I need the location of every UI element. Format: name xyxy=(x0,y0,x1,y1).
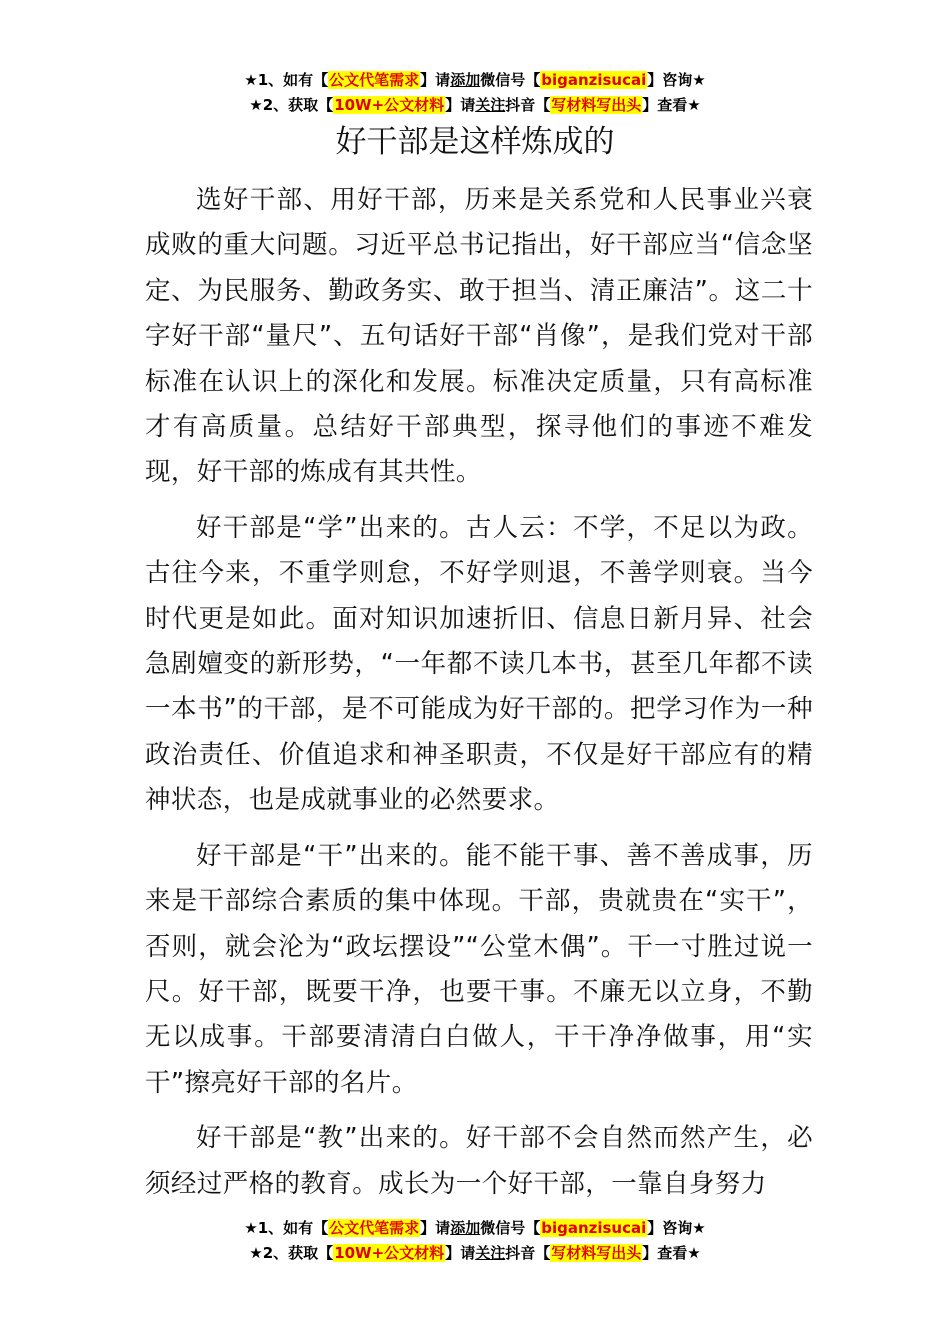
banner-line-1 xyxy=(0,1216,950,1241)
banner-highlight: 10W+公文材料 xyxy=(334,96,445,114)
banner-highlight: 写材料写出头 xyxy=(551,1244,642,1262)
banner-text: 】咨询★ xyxy=(647,71,706,89)
banner-line-1 xyxy=(0,68,950,93)
banner-text: ★1、如有【 xyxy=(244,71,329,89)
banner-text: 微信号【 xyxy=(480,1219,541,1237)
banner-text: 微信号【 xyxy=(480,71,541,89)
document-body xyxy=(145,178,813,1217)
banner-text: 抖音【 xyxy=(505,1244,551,1262)
banner-text: ★2、获取【 xyxy=(249,96,334,114)
banner-underlined-text: 关注 xyxy=(475,96,506,114)
banner-highlight: 公文代笔需求 xyxy=(329,71,420,89)
bottom-banner xyxy=(0,1216,950,1266)
banner-underlined-text: 添加 xyxy=(450,71,481,89)
banner-underlined-text: 关注 xyxy=(475,1244,506,1262)
banner-text: 】请 xyxy=(445,96,476,114)
banner-underlined-text: 添加 xyxy=(450,1219,481,1237)
banner-line-2 xyxy=(0,1241,950,1266)
paragraph: 好干部是“干”出来的。能不能干事、善不善成事，历来是干部综合素质的集中体现。干部，贵就贵在“实干”，否则，就会沦为“政坛摆设”“公堂木偶”。干一寸胜过说一尺。好干部，既要干净，也要干事。不廉无以立身，不勤无以成事。干部要清清白白做人，干干净净做事，用“实干”擦亮好干部的名片。 xyxy=(145,840,813,1098)
banner-text: 】查看★ xyxy=(642,1244,701,1262)
top-banner xyxy=(0,68,950,118)
banner-text: 】请 xyxy=(420,71,451,89)
banner-line-2 xyxy=(0,93,950,118)
banner-text: 】咨询★ xyxy=(647,1219,706,1237)
document-title: 好干部是这样炼成的 xyxy=(335,124,615,160)
paragraph: 好干部是“教”出来的。好干部不会自然而然产生，必须经过严格的教育。成长为一个好干部，一靠自身努力 xyxy=(145,1123,813,1199)
banner-highlight: 公文代笔需求 xyxy=(329,1219,420,1237)
banner-text: ★1、如有【 xyxy=(244,1219,329,1237)
banner-highlight: 写材料写出头 xyxy=(551,96,642,114)
banner-text: 抖音【 xyxy=(505,96,551,114)
banner-highlight: biganzisucai xyxy=(541,1219,647,1237)
paragraph: 好干部是“学”出来的。古人云：不学，不足以为政。古往今来，不重学则怠，不好学则退，不善学则衰。当今时代更是如此。面对知识加速折旧、信息日新月异、社会急剧嬗变的新形势，“一年都不读几本书，甚至几年都不读一本书”的干部，是不可能成为好干部的。把学习作为一种政治责任、价值追求和神圣职责，不仅是好干部应有的精神状态，也是成就事业的必然要求。 xyxy=(145,512,813,816)
banner-text: 】查看★ xyxy=(642,96,701,114)
banner-text: ★2、获取【 xyxy=(249,1244,334,1262)
paragraph: 选好干部、用好干部，历来是关系党和人民事业兴衰成败的重大问题。习近平总书记指出，好干部应当“信念坚定、为民服务、勤政务实、敢于担当、清正廉洁”。这二十字好干部“量尺”、五句话好干部“肖像”，是我们党对干部标准在认识上的深化和发展。标准决定质量，只有高标准才有高质量。总结好干部典型，探寻他们的事迹不难发现，好干部的炼成有其共性。 xyxy=(145,185,813,488)
banner-highlight: 10W+公文材料 xyxy=(334,1244,445,1262)
banner-highlight: biganzisucai xyxy=(541,71,647,89)
banner-text: 】请 xyxy=(420,1219,451,1237)
banner-text: 】请 xyxy=(445,1244,476,1262)
